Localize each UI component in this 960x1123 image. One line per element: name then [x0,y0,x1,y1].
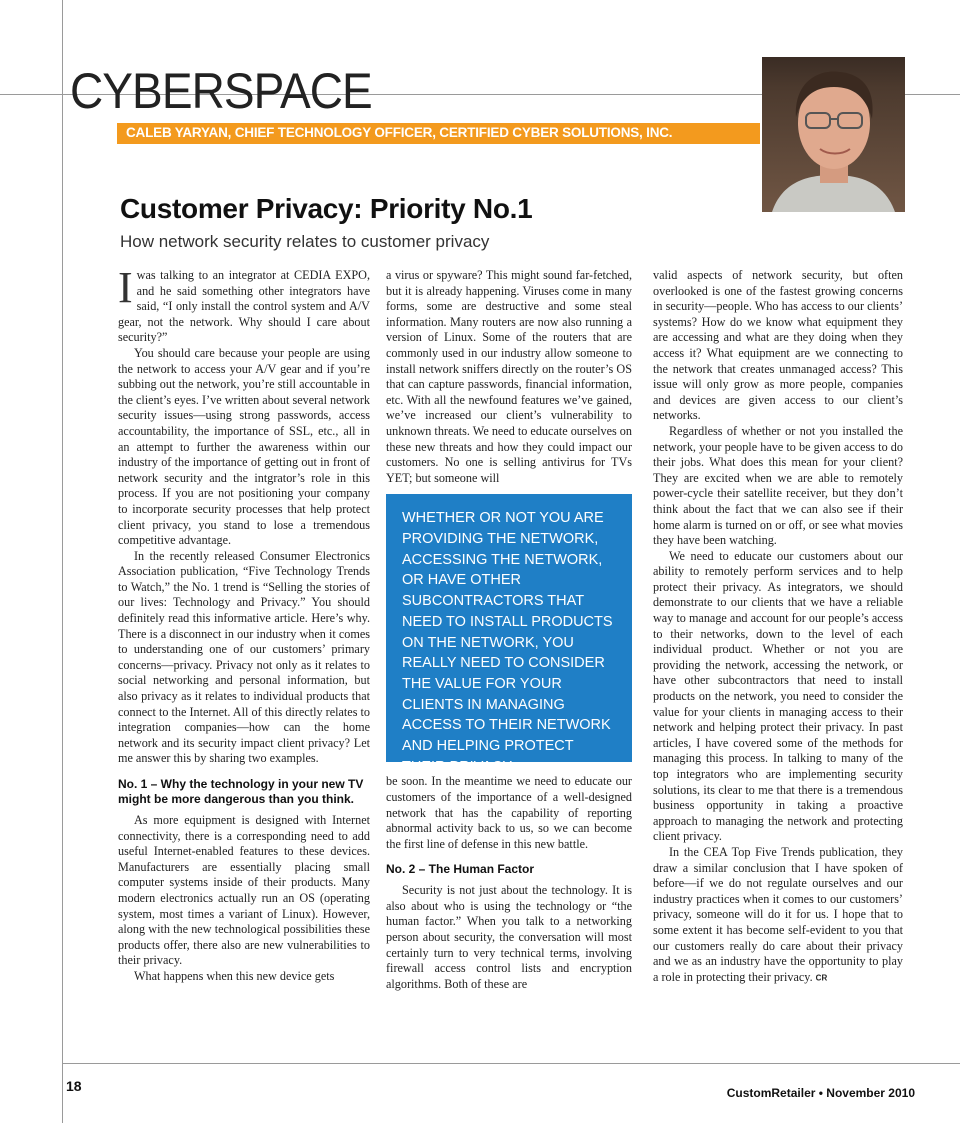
paragraph-text: In the CEA Top Five Trends publication, they draw a similar conclusion that I have spoken of before—if we do not regulate ourselves and our industry practices when it comes to our customers’ privacy, someone will do it for us. I hope that to some extent it has become self-evident to you that our customers really do care about their privacy and we as an industry have the opportunity to play a role in protecting their privacy. [653,844,903,984]
paragraph: What happens when this new device gets [134,968,335,983]
author-photo [762,57,905,212]
end-mark: CR [815,973,828,983]
page-number: 18 [66,1078,82,1094]
paragraph: valid aspects of network security, but often overlooked is one of the fastest growing concerns in security—people. Who has access to our clients’ systems? How do we know what equipment they are accessing and what are they doing when they access it? What equipment are we connecting to the network that creates unmanaged access? This issue will only grow as more people, companies and devices are given access to our client’s networks. [653,268,903,423]
paragraph: be soon. In the meantime we need to educate our customers of the importance of a well-designed network that has the capability of reporting abnormal activity back to us, so we can become the first line of defense in this new battle. [386,774,632,851]
paragraph: In the recently released Consumer Electronics Association publication, “Five Technology Trends to Watch,” the No. 1 trend is “Selling the stories of our lives: Technology and Privacy.” You should definitely read this informative article. Here’s why. There is a disconnect in our industry when it comes to understanding one of our customers’ primary concerns—privacy. Privacy not only as it relates to social networking and personal information, but also privacy as it relates to individual products that connect to the Internet. All of this directly relates to integration companies—how can the home network and its security impact client privacy? Let me answer this by sharing two examples. [118,548,370,766]
section-title: CYBERSPACE [70,63,372,119]
pull-quote [386,494,632,775]
publication-footer: CustomRetailer • November 2010 [726,1086,915,1100]
paragraph: a virus or spyware? This might sound far-fetched, but it is already happening. Viruses come in many forms, some are destructive and some steal information. Many routers are now also running a version of Linux. Some of the routers that are commonly used in our industry allow someone to install network sniffers directly on the router’s OS that can capture passwords, financial information, etc. With all the newfound features we’ve gained, we’ve increased our client’s vulnerability to unknown threats. We need to educate ourselves on these new threats and how they could impact our customers. No one is selling antivirus for TVs YET; but someone will [386,268,632,485]
paragraph: Regardless of whether or not you installed the network, your people have to be given access to do their jobs. What does this mean for your client? They are excited when we are able to remotely power-cycle their satellite receiver, but they don’t think about the fact that we can also see if their home alarm is turned on or off, or see what movies they have been watching. [653,423,903,548]
paragraph [118,263,370,346]
column-1 [118,263,370,985]
paragraph: You should care because your people are using the network to access your A/V gear and if you’re subbing out the network, you’re still accountable in the client’s eyes. I’ve written about several network security issues—using strong passwords, access accountability, the importance of SSL, etc., all in an attempt to further the awareness within our industry of the importance of getting out in front of network security and the intgrator’s role in this process. If you are not positioning your company to incorporate security processes that help protect client privacy, you stand to lose a tremendous competitive advantage. [118,345,370,548]
subheading-human-factor: No. 2 – The Human Factor [386,862,535,877]
paragraph-text: was talking to an integrator at CEDIA EXPO, and he said something other integrators have said, “I only install the control system and A/V gear, not the network. Why should I care about security?” [118,268,370,345]
drop-cap: I [118,263,133,312]
pull-quote-text: WHETHER OR NOT YOU ARE PROVIDING THE NETWORK, ACCESSING THE NETWORK, OR HAVE OTHER SUBCONTRACTORS THAT NEED TO INSTALL PRODUCTS ON THE NETWORK, YOU REALLY NEED TO CONSIDER THE VALUE FOR YOUR CLIENTS IN MANAGING ACCESS TO THEIR NETWORK AND HELPING PROTECT THEIR PRIVACY. [402,510,613,775]
paragraph: As more equipment is designed with Internet connectivity, there is a corresponding need to add useful Internet-enabled features to these devices. Manufacturers are essentially placing small computer systems inside of their products. Many modern electronics actually run an OS (operating system, most times a variant of Linux). However, along with the new technological possibilities these products offer, there also are new vulnerabilities to their privacy. [118,813,370,968]
subheading-tv: No. 1 – Why the technology in your new TV might be more dangerous than you think. [118,777,364,806]
column-3 [653,268,903,986]
paragraph: We need to educate our customers about our ability to remotely perform services and to help protect their privacy. As integrators, we should demonstrate to our clients that we have a reliable way to manage and account for our people’s access to their networks, down to the level of each individual product. Whether or not you are providing the network, accessing the network, or have other subcontractors that need to install products on the network, you need to consider the value for your clients in managing access to their network and helping protect their privacy. In past articles, I have covered some of the methods for managing this process. In talking to many of the top integrators who are implementing security solutions, its clear to me that there is a tremendous business opportunity in taking a proactive approach to managing the network and protecting client privacy. [653,548,903,844]
left-margin-rule [62,0,63,1123]
paragraph: Security is not just about the technology. It is also about who is using the technology or “the human factor.” When you talk to a networking person about security, the conversation will most certainly turn to very technical terms, involving firewall access control lists and encryption algorithms. Both of these are [386,883,632,991]
article-subtitle: How network security relates to customer privacy [120,232,490,251]
paragraph [653,845,903,986]
byline-bar [117,123,760,144]
author-byline: CALEB YARYAN, CHIEF TECHNOLOGY OFFICER, CERTIFIED CYBER SOLUTIONS, INC. [126,125,673,140]
footer-rule [62,1063,960,1064]
author-portrait-icon [762,57,905,212]
article-title: Customer Privacy: Priority No.1 [120,193,533,224]
column-2 [386,268,632,992]
